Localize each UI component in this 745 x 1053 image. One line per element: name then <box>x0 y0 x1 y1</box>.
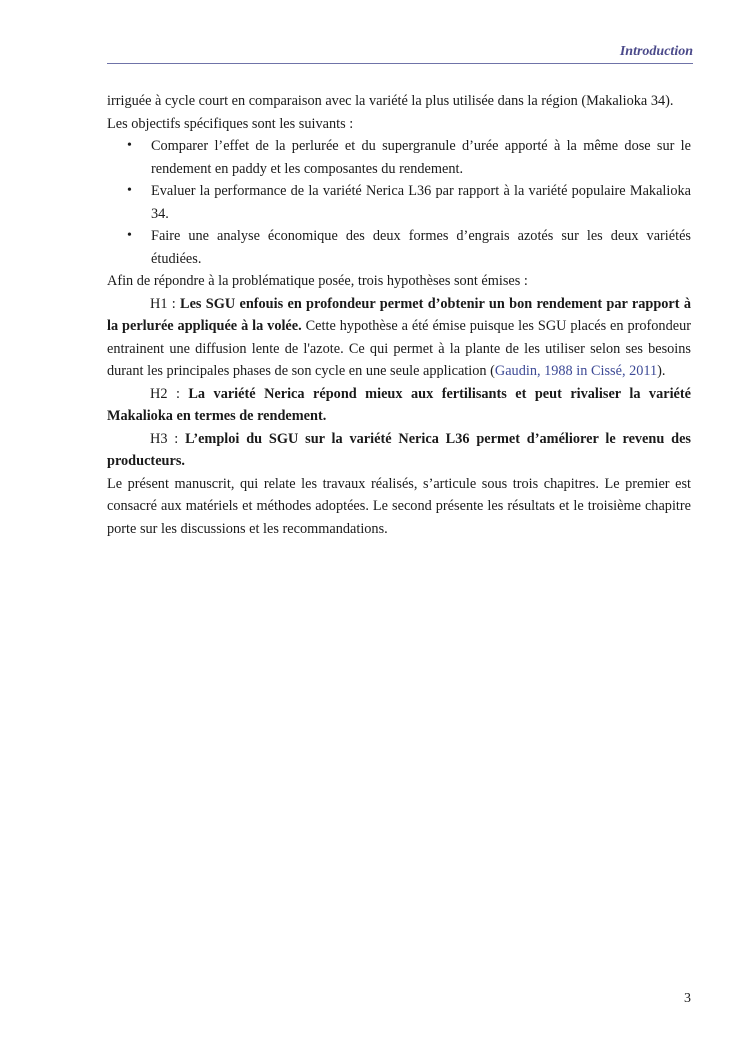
list-item <box>107 180 691 225</box>
hypothesis-statement: Les SGU enfouis en profondeur permet d’obtenir un bon rendement par rapport à la perlurée appliquée à la volée. <box>107 295 691 334</box>
page-number: 3 <box>684 991 691 1006</box>
hypothesis-h2 <box>107 383 691 428</box>
paragraph-hypotheses-lead: Afin de répondre à la problématique posée, trois hypothèses sont émises : <box>107 273 528 289</box>
hypothesis-h3 <box>107 428 691 473</box>
objective-text: Faire une analyse économique des deux formes d’engrais azotés sur les deux variétés étudiées. <box>151 228 691 267</box>
document-body <box>107 90 691 540</box>
citation-link[interactable]: Gaudin, 1988 in Cissé, 2011 <box>494 363 658 379</box>
hypothesis-justification: Cette hypothèse a été émise puisque les SGU placés en profondeur entrainent une diffusion lente de l'azote. Ce qui permet à la plante de les utiliser selon ses besoins durant les principales phases de son cycle en une seule application ( <box>107 318 691 379</box>
hypothesis-label: H2 : <box>150 385 189 402</box>
list-item <box>107 135 691 180</box>
bullet-icon: • <box>127 183 132 198</box>
objectives-list <box>107 135 691 270</box>
list-item <box>107 225 691 270</box>
bullet-icon: • <box>127 138 132 153</box>
objective-text: Comparer l’effet de la perlurée et du supergranule d’urée apporté à la même dose sur le rendement en paddy et les composantes du rendement. <box>151 138 691 177</box>
hypothesis-statement: L’emploi du SGU sur la variété Nerica L36 permet d’améliorer le revenu des producteurs. <box>107 430 691 469</box>
paragraph-manuscript-structure: Le présent manuscrit, qui relate les travaux réalisés, s’articule sous trois chapitres. Le premier est consacré aux matériels et méthodes adoptées. Le second présente les résultats et le troisième chapitre porte sur les discussions et les recommandations. <box>107 475 691 537</box>
hypothesis-statement: La variété Nerica répond mieux aux fertilisants et peut rivaliser la variété Makalioka en termes de rendement. <box>107 385 691 424</box>
hypothesis-label: H1 : <box>150 295 181 312</box>
running-header: Introduction <box>619 44 693 59</box>
paragraph-intro-end: irriguée à cycle court en comparaison avec la variété la plus utilisée dans la région (Makalioka 34). <box>107 93 674 109</box>
hypothesis-end: ). <box>657 363 666 379</box>
objective-text: Evaluer la performance de la variété Nerica L36 par rapport à la variété populaire Makalioka 34. <box>151 183 691 222</box>
hypothesis-label: H3 : <box>150 430 186 447</box>
hypothesis-h1 <box>107 293 691 383</box>
header-divider <box>107 63 693 64</box>
bullet-icon: • <box>127 228 132 243</box>
paragraph-objectives-lead: Les objectifs spécifiques sont les suivants : <box>107 115 354 132</box>
